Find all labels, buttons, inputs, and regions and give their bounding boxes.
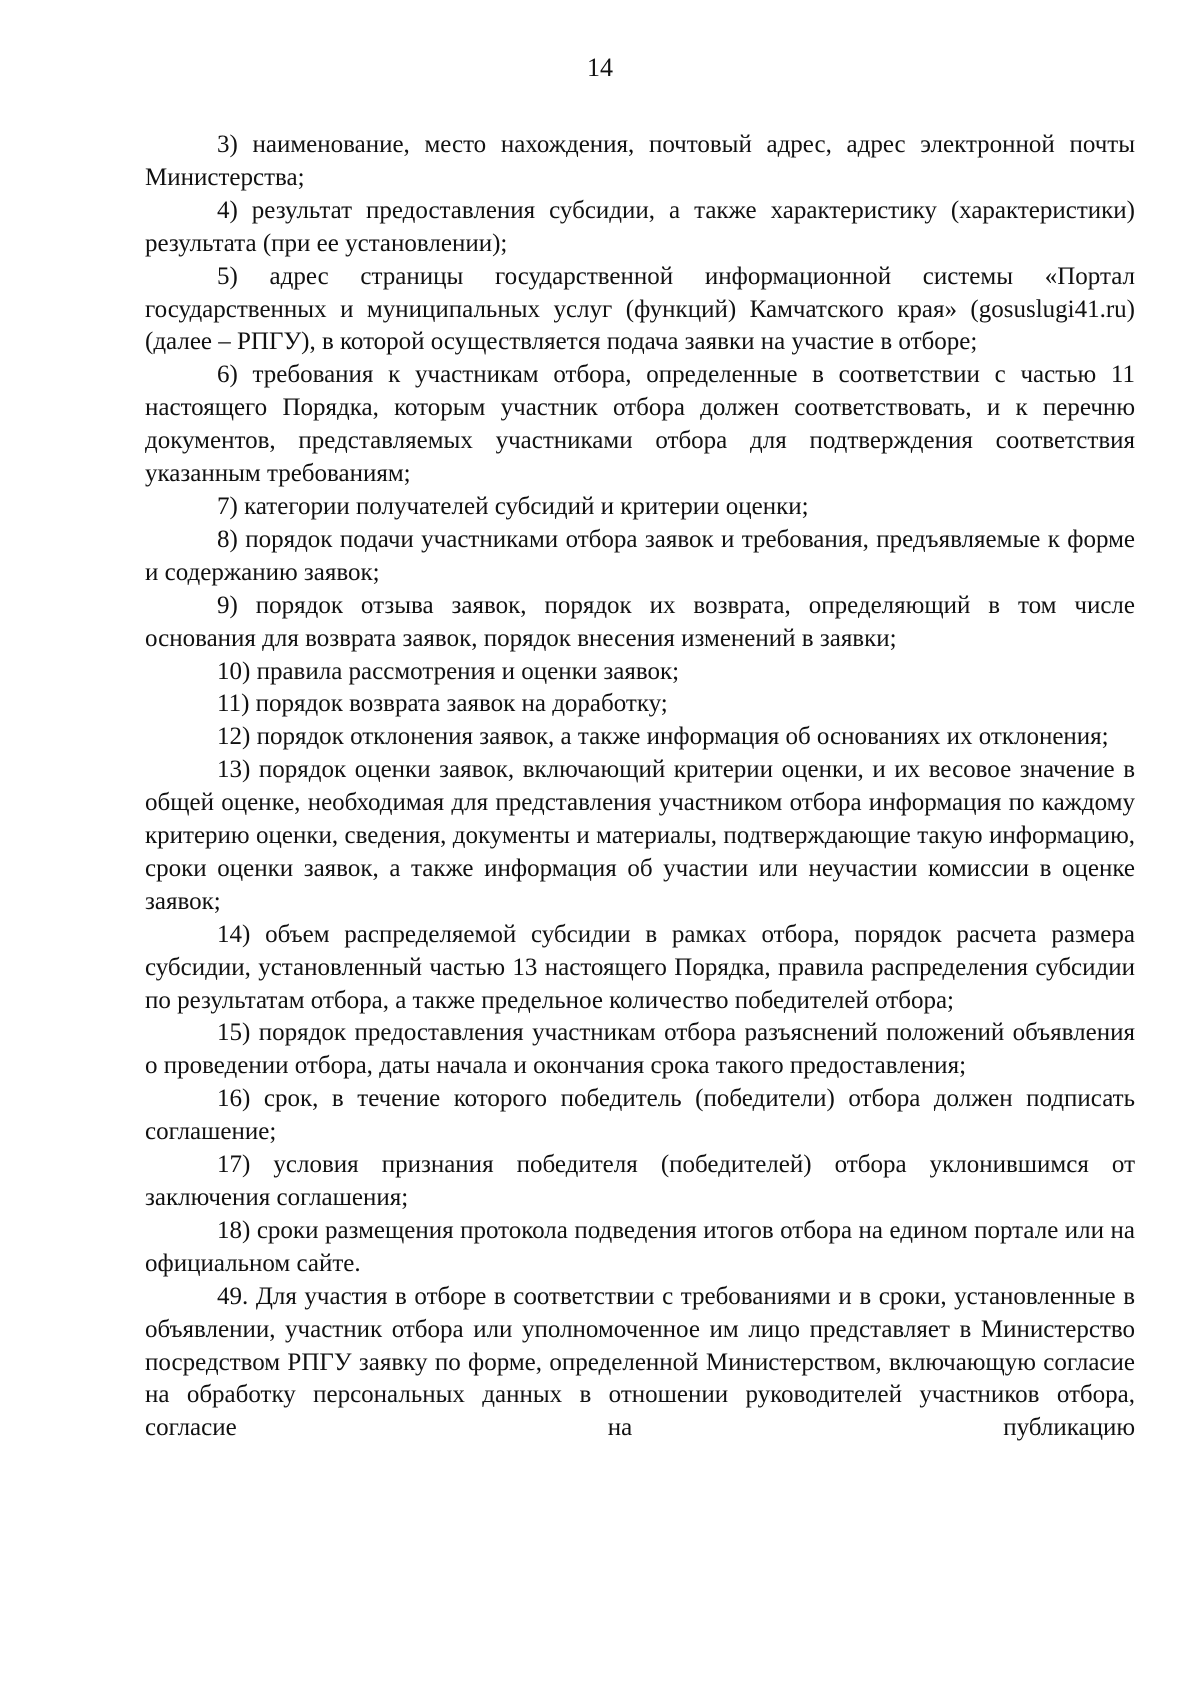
list-item-4: 4) результат предоставления субсидии, а также характеристику (характеристики) результата (при ее установлении); [145,196,1135,257]
document-body [145,129,1135,1445]
list-item-11: 11) порядок возврата заявок на доработку; [217,690,668,718]
list-item-9: 9) порядок отзыва заявок, порядок их возврата, определяющий в том числе основания для возврата заявок, порядок внесения изменений в заявки; [145,591,1135,652]
list-item-3: 3) наименование, место нахождения, почтовый адрес, адрес электронной почты Министерства; [145,131,1135,191]
list-item-7: 7) категории получателей субсидий и критерии оценки; [217,492,809,520]
list-item-12: 12) порядок отклонения заявок, а также информация об основаниях их отклонения; [217,723,1109,751]
page-number: 14 [587,53,613,82]
list-item-17: 17) условия признания победителя (победителей) отбора уклонившимся от заключения соглашения; [145,1151,1135,1211]
paragraph-49: 49. Для участия в отборе в соответствии с требованиями и в сроки, установленные в объявлении, участник отбора или уполномоченное им лицо представляет в Министерство посредством РПГУ заявку по форме, определенной Министерством, включающую согласие на обработку персональных данных в отношении руководителей участников отбора, согласие на публикацию [145,1282,1135,1442]
list-item-10: 10) правила рассмотрения и оценки заявок; [217,657,680,685]
list-item-13: 13) порядок оценки заявок, включающий критерии оценки, и их весовое значение в общей оценке, необходимая для представления участником отбора информация по каждому критерию оценки, сведения, документы и материалы, подтверждающие такую информацию, сроки оценки заявок, а также информация об участии или неучастии комиссии в оценке заявок; [145,756,1135,915]
list-item-15: 15) порядок предоставления участникам отбора разъяснений положений объявления о проведении отбора, даты начала и окончания срока такого предоставления; [145,1019,1135,1080]
list-item-8: 8) порядок подачи участниками отбора заявок и требования, предъявляемые к форме и содержанию заявок; [145,525,1135,586]
list-item-14: 14) объем распределяемой субсидии в рамках отбора, порядок расчета размера субсидии, установленный частью 13 настоящего Порядка, правила распределения субсидии по результатам отбора, а также предельное количество победителей отбора; [145,920,1135,1014]
list-item-5: 5) адрес страницы государственной информационной системы «Портал государственных и муниципальных услуг (функций) Камчатского края» (gosuslugi41.ru) (далее – РПГУ), в которой осуществляется подача заявки на участие в отборе; [145,262,1135,356]
list-item-18: 18) сроки размещения протокола подведения итогов отбора на едином портале или на официальном сайте. [145,1216,1135,1277]
list-item-16: 16) срок, в течение которого победитель (победители) отбора должен подписать соглашение; [145,1085,1135,1146]
list-item-6: 6) требования к участникам отбора, определенные в соответствии с частью 11 настоящего Порядка, которым участник отбора должен соответствовать, и к перечню документов, представляемых участниками отбора для подтверждения соответствия указанным требованиям; [145,361,1135,488]
